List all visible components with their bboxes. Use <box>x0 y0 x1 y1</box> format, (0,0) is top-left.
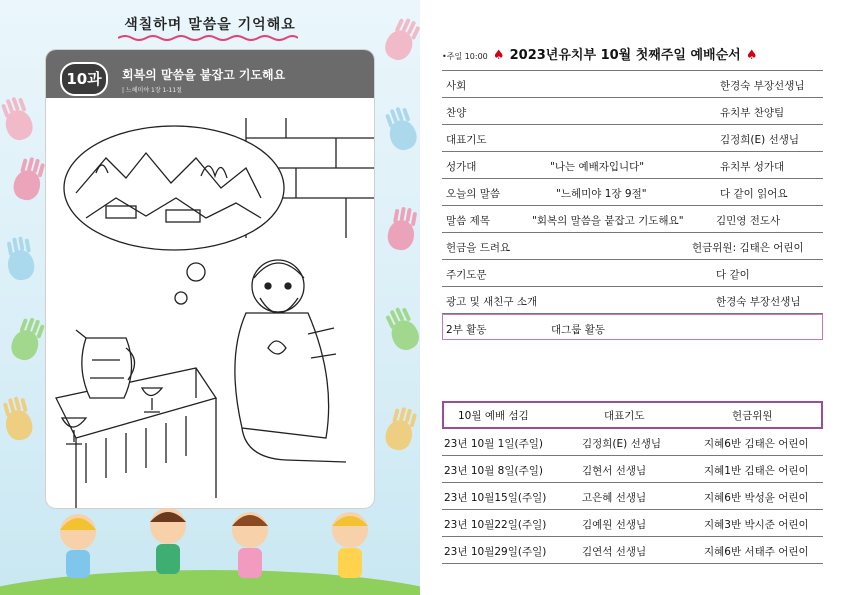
program-detail: "느헤미야 1장 9절" <box>556 188 647 200</box>
schedule-header-prayer: 대표기도 <box>604 410 645 422</box>
program-item: 사회 <box>446 80 467 92</box>
schedule-date: 23년 10월15일(주일) <box>444 492 547 504</box>
handprint-icon <box>6 248 37 282</box>
program-item: 광고 및 새친구 소개 <box>446 296 538 308</box>
program-detail: 대그룹 활동 <box>551 324 606 336</box>
schedule-row <box>442 510 823 537</box>
handprint-icon <box>386 218 417 252</box>
schedule-date: 23년 10월 8일(주일) <box>444 465 543 477</box>
program-item: 대표기도 <box>446 134 487 146</box>
schedule-date: 23년 10월22일(주일) <box>444 519 547 531</box>
handprint-icon <box>11 167 44 203</box>
schedule-offering: 지혜6반 서태주 어린이 <box>704 546 809 558</box>
handprint-icon <box>2 106 37 143</box>
program-person: 김민영 전도사 <box>716 215 781 227</box>
header-wave-underline <box>118 34 298 42</box>
schedule-table <box>442 401 823 564</box>
handprint-icon <box>3 407 36 443</box>
program-person: 헌금위원: 김태은 어린이 <box>692 242 804 254</box>
program-row-activity <box>442 314 823 340</box>
schedule-row <box>442 483 823 510</box>
program-row <box>442 179 823 206</box>
program-row <box>442 287 823 314</box>
program-person: 유치부 성가대 <box>720 161 785 173</box>
program-item: 오늘의 말씀 <box>446 188 501 200</box>
schedule-prayer: 김연석 선생님 <box>582 546 647 558</box>
program-person: 한경숙 부장선생님 <box>716 296 801 308</box>
schedule-offering: 지혜1반 김태은 어린이 <box>704 465 809 477</box>
program-person: 김정희(E) 선생님 <box>720 134 800 146</box>
handprint-icon <box>381 26 417 64</box>
schedule-row <box>442 456 823 483</box>
program-item: 말씀 제목 <box>446 215 490 227</box>
handprint-icon <box>383 417 416 453</box>
schedule-date: 23년 10월29일(주일) <box>444 546 547 558</box>
program-item: 2부 활동 <box>446 324 487 336</box>
program-title: 2023년유치부 10월 첫째주일 예배순서 <box>509 48 741 63</box>
program-person: 유치부 찬양팀 <box>720 107 785 119</box>
schedule-header-row <box>442 401 823 429</box>
handprint-icon <box>387 316 420 354</box>
lesson-banner <box>46 50 374 98</box>
coloring-card <box>46 50 374 508</box>
schedule-offering: 지혜6반 김태은 어린이 <box>704 438 809 450</box>
schedule-offering: 지혜3반 박시준 어린이 <box>704 519 809 531</box>
program-item: 주기도문 <box>446 269 487 281</box>
schedule-offering: 지혜6반 박성윤 어린이 <box>704 492 809 504</box>
coloring-illustration <box>46 98 374 508</box>
program-title-row <box>442 44 822 63</box>
service-time: •주일 10:00 <box>442 52 488 61</box>
spade-icon: ♠ <box>492 48 505 63</box>
handprint-icon <box>386 116 420 153</box>
schedule-prayer: 김정희(E) 선생님 <box>582 438 662 450</box>
schedule-prayer: 김현서 선생님 <box>582 465 647 477</box>
schedule-prayer: 고은혜 선생님 <box>582 492 647 504</box>
program-person: 한경숙 부장선생님 <box>720 80 805 92</box>
program-item: 성가대 <box>446 161 477 173</box>
handprint-icon <box>8 326 43 363</box>
program-item: 헌금을 드려요 <box>446 242 511 254</box>
program-row <box>442 98 823 125</box>
coloring-page <box>0 0 420 595</box>
program-row <box>442 125 823 152</box>
program-detail: "나는 예배자입니다" <box>550 161 645 173</box>
lesson-scripture-ref: | 느헤미야 1장 1-11절 <box>122 87 182 94</box>
program-table <box>442 70 823 340</box>
program-person: 다 같이 <box>716 269 750 281</box>
schedule-prayer: 김예원 선생님 <box>582 519 647 531</box>
lesson-badge: 10과 <box>60 62 108 96</box>
program-item: 찬양 <box>446 107 467 119</box>
schedule-header-date: 10월 예배 섬김 <box>458 410 529 422</box>
schedule-header-offering: 헌금위원 <box>732 410 773 422</box>
schedule-row <box>442 429 823 456</box>
program-row <box>442 233 823 260</box>
program-detail: "회복의 말씀을 붙잡고 기도해요" <box>532 215 684 227</box>
schedule-date: 23년 10월 1일(주일) <box>444 438 543 450</box>
coloring-header-title: 색칠하며 말씀을 기억해요 <box>124 17 296 33</box>
schedule-row <box>442 537 823 564</box>
spade-icon: ♠ <box>745 48 758 63</box>
children-illustration <box>0 500 420 595</box>
program-person: 다 같이 읽어요 <box>720 188 788 200</box>
program-row <box>442 206 823 233</box>
lesson-title: 회복의 말씀을 붙잡고 기도해요 <box>122 68 286 82</box>
program-row <box>442 260 823 287</box>
program-row <box>442 152 823 179</box>
program-row <box>442 70 823 98</box>
